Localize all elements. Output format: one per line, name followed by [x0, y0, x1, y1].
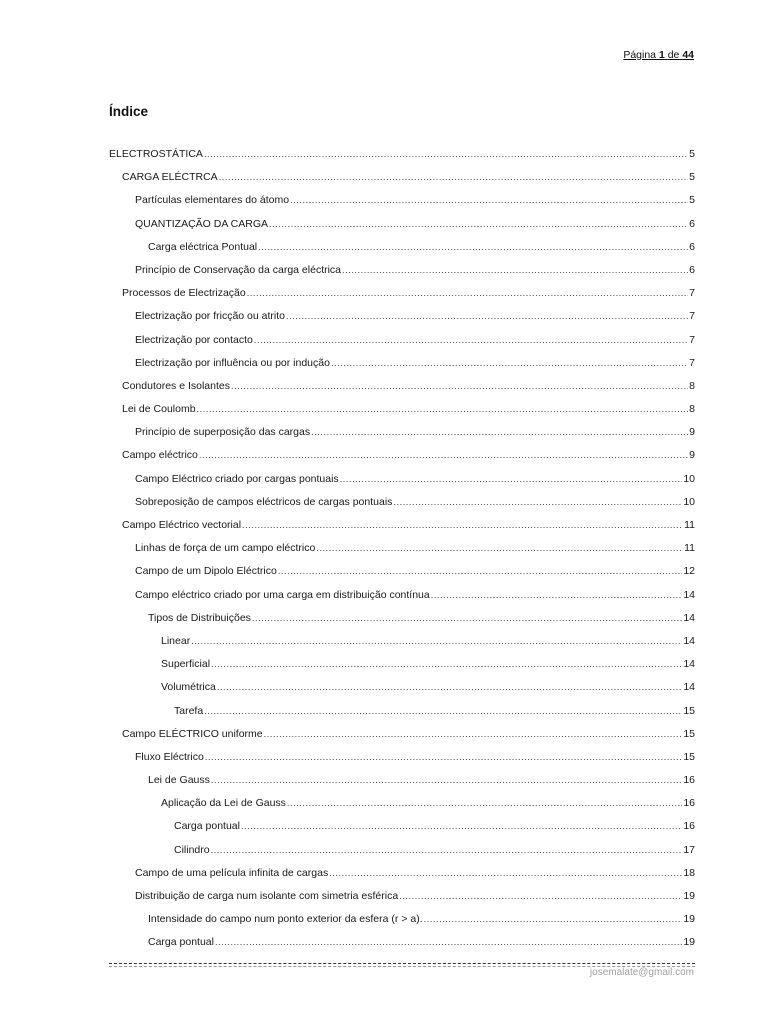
toc-dot-leader: [311, 423, 688, 441]
toc-dot-leader: [247, 284, 688, 302]
toc-dot-leader: [204, 145, 688, 163]
toc-dot-leader: [287, 794, 682, 812]
toc-entry[interactable]: [109, 191, 695, 214]
toc-entry[interactable]: [109, 887, 695, 910]
toc-dot-leader: [424, 910, 683, 928]
toc-entry-page: 12: [683, 565, 695, 578]
toc-entry[interactable]: [109, 470, 695, 493]
toc-entry-label: Partículas elementares do átomo: [135, 194, 290, 207]
footer-divider: [109, 963, 695, 964]
toc-entry-page: 7: [689, 333, 695, 346]
toc-dot-leader: [290, 191, 688, 209]
toc-entry-label: Campo de um Dipolo Eléctrico: [135, 565, 277, 578]
toc-entry[interactable]: [109, 516, 695, 539]
toc-entry[interactable]: [109, 702, 695, 725]
toc-entry-page: 8: [689, 379, 695, 392]
page-word: Página: [623, 49, 657, 61]
toc-dot-leader: [211, 771, 682, 789]
toc-entry-label: CARGA ELÉCTRCA: [122, 171, 218, 184]
toc-dot-leader: [340, 470, 683, 488]
toc-entry[interactable]: [109, 400, 695, 423]
toc-entry-label: Linear: [161, 634, 191, 647]
toc-entry-label: Processos de Electrização: [122, 287, 246, 300]
toc-entry-label: Campo eléctrico: [122, 449, 198, 462]
toc-dot-leader: [258, 238, 688, 256]
table-of-contents: [109, 145, 695, 957]
toc-entry-page: 14: [683, 588, 695, 601]
toc-entry-page: 14: [683, 611, 695, 624]
toc-entry[interactable]: [109, 354, 695, 377]
toc-entry-page: 9: [689, 426, 695, 439]
toc-entry-label: Carga pontual: [148, 936, 214, 949]
toc-entry-page: 5: [689, 171, 695, 184]
toc-entry[interactable]: [109, 586, 695, 609]
toc-entry-page: 7: [689, 310, 695, 323]
toc-entry[interactable]: [109, 609, 695, 632]
toc-dot-leader: [205, 748, 682, 766]
toc-entry[interactable]: [109, 748, 695, 771]
toc-entry[interactable]: [109, 539, 695, 562]
toc-entry-page: 5: [689, 148, 695, 160]
toc-entry-page: 6: [689, 240, 695, 253]
toc-entry-label: Carga pontual: [174, 820, 240, 833]
toc-entry-label: Campo Eléctrico vectorial: [122, 519, 242, 531]
toc-entry-page: 11: [684, 542, 695, 555]
toc-entry-label: Campo ELÉCTRICO uniforme: [122, 727, 263, 740]
toc-entry[interactable]: [109, 215, 695, 238]
toc-dot-leader: [199, 446, 688, 464]
toc-entry[interactable]: [109, 794, 695, 817]
toc-entry[interactable]: [109, 284, 695, 307]
toc-dot-leader: [241, 817, 682, 835]
toc-entry[interactable]: [109, 331, 695, 354]
toc-dot-leader: [342, 261, 688, 279]
toc-dot-leader: [316, 539, 683, 557]
toc-entry-label: Cilindro: [174, 843, 210, 856]
toc-dot-leader: [191, 632, 682, 650]
toc-entry-page: 5: [689, 194, 695, 207]
toc-entry-page: 16: [683, 797, 695, 810]
toc-entry[interactable]: [109, 817, 695, 840]
toc-title: Índice: [109, 104, 149, 119]
toc-dot-leader: [211, 841, 683, 859]
toc-entry-page: 17: [683, 843, 695, 856]
toc-dot-leader: [329, 864, 682, 882]
page-number-header: [623, 49, 694, 61]
toc-entry-label: Tarefa: [174, 704, 204, 717]
current-page-number: 1: [658, 49, 665, 61]
toc-entry[interactable]: [109, 238, 695, 261]
toc-entry-page: 10: [683, 472, 695, 485]
toc-entry-label: Aplicação da Lei de Gauss: [161, 797, 286, 810]
toc-entry[interactable]: [109, 933, 695, 956]
toc-entry-page: 18: [683, 866, 695, 879]
toc-dot-leader: [219, 168, 688, 186]
toc-entry-label: Electrização por fricção ou atrito: [135, 310, 285, 323]
toc-entry[interactable]: [109, 655, 695, 678]
toc-entry[interactable]: [109, 261, 695, 284]
toc-dot-leader: [231, 377, 688, 395]
toc-entry-label: Linhas de força de um campo eléctrico: [135, 542, 316, 555]
toc-entry-label: Campo Eléctrico criado por cargas pontuais: [135, 472, 339, 485]
toc-entry-page: 19: [683, 890, 695, 902]
toc-entry[interactable]: [109, 562, 695, 585]
toc-entry-label: QUANTIZAÇÃO DA CARGA: [135, 217, 269, 230]
toc-entry-label: Distribuição de carga num isolante com simetria esférica: [135, 890, 399, 902]
total-pages-number: 44: [682, 49, 694, 61]
toc-entry[interactable]: [109, 168, 695, 191]
toc-dot-leader: [242, 516, 683, 534]
toc-entry[interactable]: [109, 678, 695, 701]
toc-entry-page: 11: [684, 519, 695, 531]
toc-dot-leader: [204, 702, 682, 720]
toc-entry-label: Volumétrica: [161, 681, 216, 694]
toc-entry-page: 16: [683, 774, 695, 787]
toc-dot-leader: [393, 493, 682, 511]
toc-entry[interactable]: [109, 307, 695, 330]
toc-entry[interactable]: [109, 910, 695, 933]
toc-entry-label: Electrização por contacto: [135, 333, 253, 346]
toc-dot-leader: [264, 725, 683, 743]
toc-entry-label: Princípio de Conservação da carga eléctrica: [135, 263, 342, 276]
toc-entry[interactable]: [109, 725, 695, 748]
toc-entry[interactable]: [109, 841, 695, 864]
toc-entry-page: 7: [689, 356, 695, 369]
toc-entry-label: Campo de uma película infinita de cargas: [135, 866, 329, 879]
toc-entry[interactable]: [109, 145, 695, 168]
toc-entry-label: Lei de Gauss: [148, 774, 210, 787]
toc-entry-label: Tipos de Distribuições: [148, 611, 251, 624]
toc-entry-page: 15: [683, 704, 695, 717]
toc-entry[interactable]: [109, 632, 695, 655]
toc-dot-leader: [252, 609, 682, 627]
toc-entry-page: 19: [683, 936, 695, 949]
toc-entry-page: 10: [683, 495, 695, 508]
toc-entry-page: 15: [683, 750, 695, 763]
toc-entry-label: Sobreposição de campos eléctricos de cargas pontuais: [135, 495, 393, 508]
toc-entry-page: 14: [683, 681, 695, 694]
toc-dot-leader: [399, 887, 682, 905]
toc-entry-label: Campo eléctrico criado por uma carga em distribuição contínua: [135, 588, 430, 601]
toc-entry-label: ELECTROSTÁTICA: [109, 148, 203, 160]
toc-entry[interactable]: [109, 377, 695, 400]
footer-email[interactable]: josemalate@gmail.com: [589, 967, 694, 978]
toc-entry-page: 14: [683, 658, 695, 671]
toc-entry-page: 16: [683, 820, 695, 833]
toc-dot-leader: [217, 678, 682, 696]
toc-entry-page: 9: [689, 449, 695, 462]
toc-entry-label: Carga eléctrica Pontual: [148, 240, 258, 253]
toc-dot-leader: [215, 933, 682, 951]
toc-entry-label: Lei de Coulomb: [122, 403, 196, 416]
toc-entry-label: Fluxo Eléctrico: [135, 750, 204, 763]
toc-entry-page: 7: [689, 287, 695, 300]
toc-entry[interactable]: [109, 446, 695, 469]
toc-entry-label: Electrização por influência ou por indução: [135, 356, 330, 369]
toc-entry-label: Condutores e Isolantes: [122, 379, 230, 392]
toc-dot-leader: [197, 400, 689, 418]
toc-dot-leader: [431, 586, 683, 604]
toc-dot-leader: [254, 331, 688, 349]
toc-entry-page: 19: [683, 913, 695, 926]
toc-entry-page: 15: [683, 727, 695, 740]
toc-entry-label: Superficial: [161, 658, 211, 671]
toc-entry-label: Princípio de superposição das cargas: [135, 426, 311, 439]
toc-entry[interactable]: [109, 771, 695, 794]
toc-dot-leader: [211, 655, 682, 673]
toc-entry-page: 6: [689, 263, 695, 276]
toc-dot-leader: [278, 562, 683, 580]
toc-entry-page: 14: [683, 634, 695, 647]
toc-entry-page: 6: [689, 217, 695, 230]
toc-entry[interactable]: [109, 493, 695, 516]
toc-entry[interactable]: [109, 423, 695, 446]
toc-dot-leader: [286, 307, 688, 325]
toc-dot-leader: [331, 354, 688, 372]
toc-entry-label: Intensidade do campo num ponto exterior da esfera (r > a).: [148, 913, 423, 926]
toc-entry-page: 8: [689, 403, 695, 416]
of-word: de: [667, 49, 680, 61]
toc-entry[interactable]: [109, 864, 695, 887]
toc-dot-leader: [269, 215, 688, 233]
